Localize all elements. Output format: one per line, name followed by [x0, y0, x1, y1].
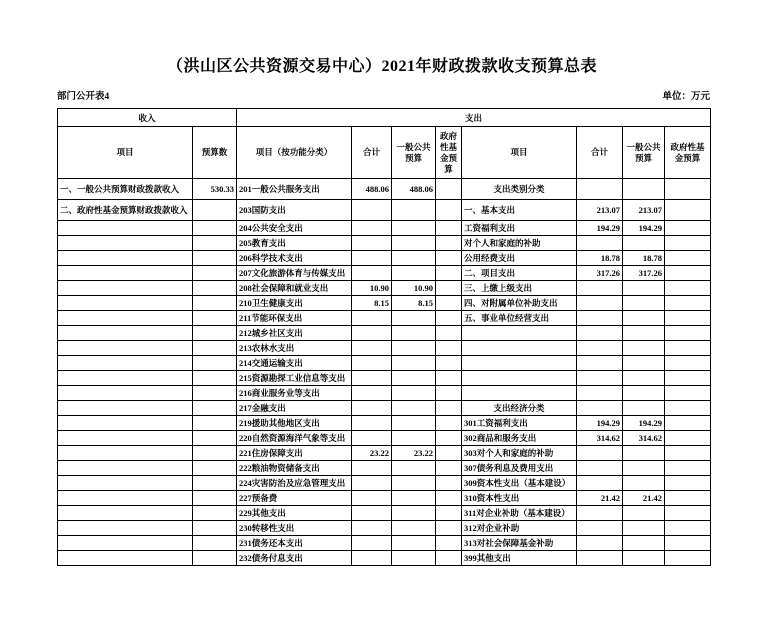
table-cell: 301工资福利支出	[462, 416, 577, 431]
table-cell-empty	[352, 401, 392, 416]
table-cell-empty	[665, 356, 711, 371]
table-cell-empty	[193, 356, 237, 371]
table-row	[58, 371, 711, 386]
table-cell: 194.29	[623, 221, 665, 236]
table-cell-empty	[193, 446, 237, 461]
table-cell-empty	[665, 536, 711, 551]
table-cell-empty	[623, 551, 665, 566]
col-header-economic-item: 项目	[462, 127, 577, 179]
table-cell-empty	[623, 356, 665, 371]
table-cell-empty	[58, 356, 193, 371]
table-cell: 309资本性支出（基本建设）	[462, 476, 577, 491]
table-cell-empty	[623, 281, 665, 296]
table-cell: 222粮油物资储备支出	[237, 461, 352, 476]
income-group-header: 收入	[58, 109, 237, 127]
table-cell: 205教育支出	[237, 236, 352, 251]
table-cell-empty	[193, 491, 237, 506]
table-cell: 213.07	[577, 200, 623, 221]
table-cell: 194.29	[577, 416, 623, 431]
table-cell: 224灾害防治及应急管理支出	[237, 476, 352, 491]
table-cell-empty	[623, 326, 665, 341]
table-cell: 210卫生健康支出	[237, 296, 352, 311]
table-cell-empty	[577, 236, 623, 251]
table-cell-empty	[436, 356, 462, 371]
table-cell-empty	[665, 251, 711, 266]
table-cell-empty	[58, 296, 193, 311]
col-header-income-item: 项目	[58, 127, 193, 179]
table-cell-empty	[623, 386, 665, 401]
col-header-total-2: 合计	[577, 127, 623, 179]
table-cell-empty	[392, 266, 436, 281]
table-cell-empty	[392, 461, 436, 476]
table-caption-row	[57, 88, 710, 102]
table-cell: 215资源勘探工业信息等支出	[237, 371, 352, 386]
table-cell-empty	[352, 236, 392, 251]
table-cell-empty	[392, 521, 436, 536]
table-cell-empty	[623, 311, 665, 326]
table-row	[58, 521, 711, 536]
table-cell: 310资本性支出	[462, 491, 577, 506]
table-cell: 229其他支出	[237, 506, 352, 521]
table-row	[58, 221, 711, 236]
table-cell: 303对个人和家庭的补助	[462, 446, 577, 461]
table-cell-empty	[352, 311, 392, 326]
table-cell-empty	[436, 296, 462, 311]
table-row	[58, 296, 711, 311]
table-cell-empty	[623, 506, 665, 521]
table-cell: 231债务还本支出	[237, 536, 352, 551]
budget-table	[57, 108, 711, 566]
table-row	[58, 461, 711, 476]
table-cell-empty	[392, 200, 436, 221]
table-cell: 207文化旅游体育与传媒支出	[237, 266, 352, 281]
table-cell-empty	[193, 476, 237, 491]
table-cell-empty	[352, 386, 392, 401]
table-cell: 支出经济分类	[462, 401, 577, 416]
table-row	[58, 476, 711, 491]
table-cell-empty	[436, 281, 462, 296]
table-cell-empty	[436, 446, 462, 461]
table-cell-empty	[58, 401, 193, 416]
table-cell: 21.42	[577, 491, 623, 506]
table-cell-empty	[665, 476, 711, 491]
table-cell-empty	[392, 431, 436, 446]
table-cell: 工资福利支出	[462, 221, 577, 236]
table-cell-empty	[352, 536, 392, 551]
table-cell-empty	[436, 521, 462, 536]
table-cell-empty	[58, 506, 193, 521]
table-cell-empty	[193, 341, 237, 356]
table-cell: 312对企业补助	[462, 521, 577, 536]
table-cell-empty	[193, 200, 237, 221]
table-cell: 194.29	[577, 221, 623, 236]
table-cell: 8.15	[392, 296, 436, 311]
col-header-general-budget-1: 一般公共预算	[392, 127, 436, 179]
table-cell: 21.42	[623, 491, 665, 506]
table-cell-empty	[665, 236, 711, 251]
table-cell: 18.78	[577, 251, 623, 266]
table-cell: 208社会保障和就业支出	[237, 281, 352, 296]
table-cell-empty	[352, 491, 392, 506]
table-cell-empty	[623, 521, 665, 536]
table-cell-empty	[193, 236, 237, 251]
table-cell-empty	[665, 551, 711, 566]
col-header-total-1: 合计	[352, 127, 392, 179]
table-cell-empty	[577, 356, 623, 371]
col-header-fund-budget-1: 政府性基金预算	[436, 127, 462, 179]
table-cell-empty	[577, 311, 623, 326]
table-cell-empty	[577, 521, 623, 536]
table-cell-empty	[58, 371, 193, 386]
table-cell-empty	[392, 401, 436, 416]
table-cell-empty	[352, 506, 392, 521]
table-cell-empty	[462, 386, 577, 401]
table-cell: 214交通运输支出	[237, 356, 352, 371]
table-cell-empty	[665, 311, 711, 326]
table-row	[58, 431, 711, 446]
table-cell-empty	[436, 536, 462, 551]
table-cell-empty	[193, 371, 237, 386]
table-cell-empty	[58, 491, 193, 506]
table-cell-empty	[392, 311, 436, 326]
table-cell-empty	[577, 371, 623, 386]
table-cell-empty	[665, 200, 711, 221]
table-cell-empty	[58, 536, 193, 551]
table-cell-empty	[665, 491, 711, 506]
table-cell-empty	[193, 311, 237, 326]
table-cell-empty	[436, 251, 462, 266]
table-cell-empty	[623, 401, 665, 416]
table-cell-empty	[392, 236, 436, 251]
table-cell: 314.62	[623, 431, 665, 446]
table-cell-empty	[352, 356, 392, 371]
table-cell-empty	[392, 536, 436, 551]
table-cell-empty	[623, 476, 665, 491]
table-cell: 二、项目支出	[462, 266, 577, 281]
table-cell-empty	[577, 386, 623, 401]
table-cell-empty	[665, 179, 711, 200]
group-header-row	[58, 109, 711, 127]
table-cell-empty	[392, 356, 436, 371]
table-cell: 10.90	[392, 281, 436, 296]
table-cell-empty	[58, 311, 193, 326]
table-cell-empty	[623, 236, 665, 251]
table-cell-empty	[193, 416, 237, 431]
table-row	[58, 341, 711, 356]
table-cell-empty	[352, 416, 392, 431]
table-cell-empty	[352, 341, 392, 356]
table-cell: 二、政府性基金预算财政拨款收入	[58, 200, 193, 221]
table-cell-empty	[392, 506, 436, 521]
table-cell-empty	[577, 551, 623, 566]
table-cell-empty	[623, 371, 665, 386]
table-cell-empty	[58, 251, 193, 266]
table-cell-empty	[577, 536, 623, 551]
table-row	[58, 311, 711, 326]
table-cell-empty	[58, 281, 193, 296]
table-cell-empty	[58, 266, 193, 281]
table-cell-empty	[436, 326, 462, 341]
table-cell-empty	[665, 431, 711, 446]
table-cell: 204公共安全支出	[237, 221, 352, 236]
table-cell: 307债务利息及费用支出	[462, 461, 577, 476]
table-cell: 217金融支出	[237, 401, 352, 416]
table-cell-empty	[436, 371, 462, 386]
table-row	[58, 326, 711, 341]
table-header	[58, 109, 711, 179]
table-cell: 488.06	[392, 179, 436, 200]
table-cell-empty	[352, 251, 392, 266]
col-header-fund-budget-2: 政府性基金预算	[665, 127, 711, 179]
table-cell-empty	[665, 281, 711, 296]
table-cell-empty	[58, 476, 193, 491]
table-cell-empty	[193, 281, 237, 296]
table-cell-empty	[352, 431, 392, 446]
table-cell-empty	[193, 551, 237, 566]
table-cell-empty	[436, 386, 462, 401]
table-cell-empty	[352, 221, 392, 236]
table-cell-empty	[665, 521, 711, 536]
table-cell-empty	[665, 266, 711, 281]
table-cell-empty	[436, 266, 462, 281]
table-cell-empty	[436, 311, 462, 326]
table-cell-empty	[462, 356, 577, 371]
table-cell-empty	[58, 326, 193, 341]
table-cell-empty	[58, 221, 193, 236]
table-cell-empty	[623, 446, 665, 461]
table-cell: 232债务付息支出	[237, 551, 352, 566]
table-cell-empty	[352, 326, 392, 341]
table-cell-empty	[193, 326, 237, 341]
table-cell-empty	[577, 326, 623, 341]
table-cell-empty	[193, 221, 237, 236]
table-cell: 公用经费支出	[462, 251, 577, 266]
table-cell-empty	[58, 431, 193, 446]
table-cell-empty	[577, 506, 623, 521]
table-cell-empty	[436, 461, 462, 476]
table-cell-empty	[392, 326, 436, 341]
table-row	[58, 536, 711, 551]
table-cell-empty	[193, 251, 237, 266]
table-cell-empty	[392, 551, 436, 566]
table-cell: 201一般公共服务支出	[237, 179, 352, 200]
table-cell-empty	[193, 431, 237, 446]
table-row	[58, 386, 711, 401]
table-cell-empty	[623, 341, 665, 356]
table-cell: 四、对附属单位补助支出	[462, 296, 577, 311]
table-cell-empty	[436, 221, 462, 236]
table-cell: 314.62	[577, 431, 623, 446]
table-cell-empty	[436, 200, 462, 221]
table-cell: 313对社会保障基金补助	[462, 536, 577, 551]
table-row	[58, 356, 711, 371]
table-cell-empty	[577, 401, 623, 416]
table-cell-empty	[436, 401, 462, 416]
table-row	[58, 446, 711, 461]
table-cell: 23.22	[392, 446, 436, 461]
table-cell-empty	[436, 431, 462, 446]
table-cell-empty	[577, 179, 623, 200]
table-row	[58, 551, 711, 566]
table-cell-empty	[352, 200, 392, 221]
table-cell-empty	[665, 506, 711, 521]
table-row	[58, 266, 711, 281]
table-cell-empty	[577, 281, 623, 296]
table-cell: 三、上缴上级支出	[462, 281, 577, 296]
table-cell-empty	[577, 446, 623, 461]
table-cell: 18.78	[623, 251, 665, 266]
table-cell: 206科学技术支出	[237, 251, 352, 266]
table-cell: 194.29	[623, 416, 665, 431]
table-cell-empty	[665, 461, 711, 476]
table-cell-empty	[436, 341, 462, 356]
table-cell-empty	[436, 236, 462, 251]
table-cell: 488.06	[352, 179, 392, 200]
table-row	[58, 506, 711, 521]
col-header-budget-amount: 预算数	[193, 127, 237, 179]
table-cell-empty	[436, 476, 462, 491]
table-cell-empty	[577, 461, 623, 476]
table-cell-empty	[665, 341, 711, 356]
table-cell-empty	[462, 371, 577, 386]
table-cell: 8.15	[352, 296, 392, 311]
table-cell: 五、事业单位经营支出	[462, 311, 577, 326]
table-cell-empty	[665, 371, 711, 386]
table-row	[58, 281, 711, 296]
table-cell-empty	[577, 341, 623, 356]
unit-label: 单位：万元	[662, 92, 710, 102]
table-cell-empty	[58, 461, 193, 476]
table-cell-empty	[436, 551, 462, 566]
table-cell-empty	[392, 386, 436, 401]
table-cell-empty	[352, 371, 392, 386]
table-cell-empty	[665, 416, 711, 431]
table-cell: 302商品和服务支出	[462, 431, 577, 446]
expenditure-group-header: 支出	[237, 109, 711, 127]
table-cell-empty	[392, 221, 436, 236]
table-cell-empty	[352, 551, 392, 566]
table-cell-empty	[392, 416, 436, 431]
table-cell-empty	[352, 461, 392, 476]
table-cell: 212城乡社区支出	[237, 326, 352, 341]
table-cell-empty	[193, 536, 237, 551]
table-row	[58, 491, 711, 506]
table-cell-empty	[665, 446, 711, 461]
table-cell: 213农林水支出	[237, 341, 352, 356]
table-number-label: 部门公开表4	[57, 92, 110, 102]
table-cell-empty	[462, 326, 577, 341]
table-cell-empty	[352, 521, 392, 536]
table-cell: 支出类别分类	[462, 179, 577, 200]
table-cell-empty	[665, 386, 711, 401]
table-cell-empty	[577, 476, 623, 491]
table-cell-empty	[623, 461, 665, 476]
table-cell-empty	[665, 296, 711, 311]
table-row	[58, 179, 711, 200]
table-cell-empty	[665, 326, 711, 341]
table-cell-empty	[392, 476, 436, 491]
table-cell-empty	[665, 221, 711, 236]
col-header-general-budget-2: 一般公共预算	[623, 127, 665, 179]
table-cell-empty	[392, 341, 436, 356]
table-cell: 一、一般公共预算财政拨款收入	[58, 179, 193, 200]
table-cell: 221住房保障支出	[237, 446, 352, 461]
table-cell: 317.26	[623, 266, 665, 281]
table-body	[58, 179, 711, 566]
table-cell: 对个人和家庭的补助	[462, 236, 577, 251]
table-cell-empty	[58, 341, 193, 356]
table-cell-empty	[193, 386, 237, 401]
table-cell-empty	[665, 401, 711, 416]
page-title: （洪山区公共资源交易中心）2021年财政拨款收支预算总表	[166, 58, 597, 75]
table-cell-empty	[352, 476, 392, 491]
table-cell: 317.26	[577, 266, 623, 281]
table-cell-empty	[436, 416, 462, 431]
table-cell-empty	[392, 371, 436, 386]
table-cell: 203国防支出	[237, 200, 352, 221]
table-cell: 227预备费	[237, 491, 352, 506]
table-cell: 219援助其他地区支出	[237, 416, 352, 431]
table-cell: 10.90	[352, 281, 392, 296]
table-cell-empty	[577, 296, 623, 311]
table-cell: 220自然资源海洋气象等支出	[237, 431, 352, 446]
table-row	[58, 251, 711, 266]
table-row	[58, 416, 711, 431]
col-header-functional-item: 项目（按功能分类）	[237, 127, 352, 179]
table-cell-empty	[58, 521, 193, 536]
table-cell-empty	[352, 266, 392, 281]
table-cell: 211节能环保支出	[237, 311, 352, 326]
table-cell: 213.07	[623, 200, 665, 221]
table-cell-empty	[193, 401, 237, 416]
table-cell-empty	[58, 446, 193, 461]
table-cell-empty	[193, 521, 237, 536]
table-row	[58, 236, 711, 251]
table-row	[58, 401, 711, 416]
table-cell: 一、基本支出	[462, 200, 577, 221]
table-cell: 23.22	[352, 446, 392, 461]
table-cell-empty	[623, 179, 665, 200]
table-cell-empty	[193, 296, 237, 311]
table-cell-empty	[436, 506, 462, 521]
table-cell-empty	[392, 251, 436, 266]
column-header-row	[58, 127, 711, 179]
table-cell: 230转移性支出	[237, 521, 352, 536]
table-cell-empty	[623, 296, 665, 311]
table-cell-empty	[193, 461, 237, 476]
table-cell-empty	[193, 266, 237, 281]
table-cell-empty	[58, 236, 193, 251]
table-cell: 399其他支出	[462, 551, 577, 566]
table-row	[58, 200, 711, 221]
table-cell-empty	[58, 416, 193, 431]
table-cell-empty	[392, 491, 436, 506]
table-cell-empty	[58, 551, 193, 566]
table-cell-empty	[436, 491, 462, 506]
table-cell: 530.33	[193, 179, 237, 200]
table-cell: 216商业服务业等支出	[237, 386, 352, 401]
table-cell-empty	[436, 179, 462, 200]
table-cell-empty	[193, 506, 237, 521]
table-cell-empty	[58, 386, 193, 401]
table-cell: 311对企业补助（基本建设）	[462, 506, 577, 521]
table-cell-empty	[462, 341, 577, 356]
table-cell-empty	[623, 536, 665, 551]
